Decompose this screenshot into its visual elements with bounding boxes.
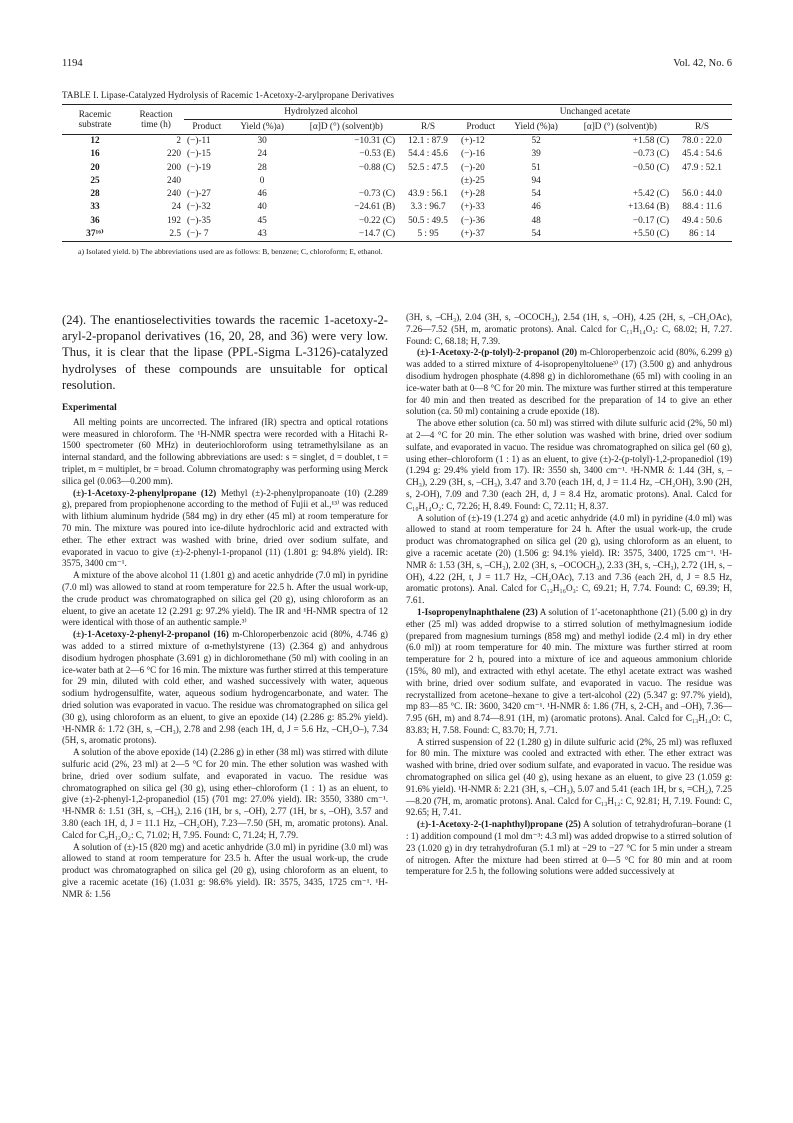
table-cell xyxy=(672,175,732,188)
table-cell xyxy=(295,175,399,188)
table-cell: 47.9 : 52.1 xyxy=(682,162,722,173)
table-cell: (−)-27 xyxy=(187,189,211,200)
table-cell: −0.53 (E) xyxy=(359,149,396,160)
paragraph xyxy=(406,607,732,737)
table-row xyxy=(62,201,732,214)
table-cell: (−)-35 xyxy=(187,215,211,226)
table-cell: 24 xyxy=(257,149,267,160)
table-cell: +1.58 (C) xyxy=(632,136,670,146)
table-cell: 220 xyxy=(167,149,181,160)
table-cell: 43 xyxy=(257,229,267,240)
paragraph-text: A solution of 1′-acetonaphthone (21) (5.00 g) in dry ether (25 ml) was added dropwise to a stirred solution of methylmagnesium iodide (prepared from magnesium turnings (858 mg) and methyl iodide (2.4 ml) in dry ether (6.0 ml)) at room temperature for 40 min. The mixture was further stirred at room temperature for 2 h, poured into a mixture of ice and aqueous ammonium chloride (15%, 80 ml), and extracted with ethyl acetate. The ethyl acetate extract was washed with brine, dried over sodium sulfate, and evaporated in vacuo. The residue was recrystallized from acetone–hexane to give a tert-alcohol (22) (5.347 g: 97.7% yield), mp 83—85 °C. IR: 3600, 3420 cm⁻¹. ¹H-NMR δ: 1.86 (7H, s, 2-CH₃ and –OH), 7.36—7.95 (6H, m) and 8.74—8.91 (1H, m) (aromatic protons). Anal. Calcd for C₁₃H₁₄O: C, 83.83; H, 7.58. Found: C, 83.70; H, 7.71. xyxy=(406,606,732,735)
table-cell: 54 xyxy=(531,189,541,200)
table-cell: 39 xyxy=(531,149,541,160)
table-cell: 20 xyxy=(90,162,100,173)
table-cell: −0.73 (C) xyxy=(358,189,396,200)
table-row xyxy=(62,162,732,175)
table-cell: (−)-32 xyxy=(187,202,211,213)
table-cell: 86 : 14 xyxy=(689,229,715,240)
table-cell: 240 xyxy=(167,175,181,186)
table-cell: 54.4 : 45.6 xyxy=(408,149,448,160)
table-cell: 33 xyxy=(90,202,100,213)
col-rs: R/S xyxy=(421,122,436,132)
table-cell: 16 xyxy=(90,149,100,160)
table-cell xyxy=(184,175,230,188)
table-cell: −0.88 (C) xyxy=(358,162,396,173)
group-unchanged-acetate: Unchanged acetate xyxy=(458,105,732,120)
table-cell: +5.42 (C) xyxy=(632,189,670,200)
paragraph: (3H, s, –CH₃), 2.04 (3H, s, –OCOCH₃), 2.54 (1H, s, –OH), 4.25 (2H, s, –CH₂OAc), 7.26—7.52 (5H, m, aromatic protons). Anal. Calcd for C₁₁H₁₄O₃: C, 68.02; H, 7.27. Found: C, 68.18; H, 7.39. xyxy=(406,312,732,346)
table-cell: 94 xyxy=(531,175,541,186)
table-cell: (−)-36 xyxy=(460,215,485,226)
compound-heading: (±)-1-Acetoxy-2-(1-naphthyl)propane (25) xyxy=(417,819,581,830)
table-cell: 240 xyxy=(167,189,181,200)
table-cell: 45.4 : 54.6 xyxy=(682,149,722,160)
table-cell: 24 xyxy=(171,202,181,213)
table-cell: −10.31 (C) xyxy=(354,136,396,146)
paragraph: A solution of (±)-15 (820 mg) and acetic anhydride (3.0 ml) in pyridine (3.0 ml) was allowed to stand at room temperature for 23.5 h. After the usual work-up, the crude product was chromatographed on silica gel (20 g), using chloroform as an eluent, to give a racemic acetate (16) (1.031 g: 98.6% yield). IR: 3575, 3435, 1725 cm⁻¹. ¹H-NMR δ: 1.56 xyxy=(62,841,388,899)
paragraph-text: m-Chloroperbenzoic acid (80%, 6.299 g) was added to a stirred mixture of 4-isopropenyltoluene³⁾ (17) (3.500 g) and anhydrous disodium hydrogen phosphate (4.898 g) in dichloromethane (65 ml) with cooling in an ice-water bath at 0—8 °C for 20 min. The mixture was further stirred at this temperature for 40 min and then treated as described for the preparation of 14 to give an ether solution (ca. 50 ml) containing a crude epoxide (18). xyxy=(406,347,733,417)
table-cell: 43.9 : 56.1 xyxy=(408,189,448,200)
compound-heading: (±)-1-Acetoxy-2-phenylpropane (12) xyxy=(73,487,217,498)
left-column xyxy=(62,312,388,900)
table-cell: 48 xyxy=(531,215,541,226)
table-cell: (+)-33 xyxy=(460,202,485,213)
section-heading: Experimental xyxy=(62,403,117,414)
table-cell xyxy=(569,175,673,188)
paragraph: All melting points are uncorrected. The infrared (IR) spectra and optical rotations were measured in chloroform. The ¹H-NMR spectra were recorded with a Hitachi R-1500 spectrometer (60 MHz) in deuteriochloroform using tetramethylsilane as an internal standard, and the following abbreviations are used: s = singlet, d = doublet, t = triplet, m = multiplet, br = broad. Column chromatography was performing using Merck silica gel (0.063—0.200 mm). xyxy=(62,416,388,486)
table-cell: 12 xyxy=(90,136,100,146)
paragraph xyxy=(406,819,732,878)
page xyxy=(62,58,732,256)
table-cell: −14.7 (C) xyxy=(358,229,396,240)
table-cell: 51 xyxy=(531,162,541,173)
table-cell: 50.5 : 49.5 xyxy=(408,215,448,226)
table-cell: 52 xyxy=(531,136,541,146)
paragraph xyxy=(62,629,388,747)
lead-paragraph: (24). The enantioselectivities towards the racemic 1-acetoxy-2-aryl-2-propanol derivatives (16, 20, 28, and 36) were very low. Thus, it is clear that the lipase (PPL-Sigma L-3126)-catalyzed hydrolyses of these compounds are unsuitable for optical resolution. xyxy=(62,313,388,392)
table-cell: (−)-20 xyxy=(460,162,485,173)
table-cell: 192 xyxy=(167,215,181,226)
table-cell: 2 xyxy=(176,136,181,146)
table-row xyxy=(62,188,732,201)
table-cell: 3.3 : 96.7 xyxy=(410,202,446,213)
table-cell: (±)-25 xyxy=(460,175,485,186)
col-yield: Yield (%)a) xyxy=(240,122,284,132)
table-cell: +5.50 (C) xyxy=(632,229,670,240)
group-hydrolyzed-alcohol: Hydrolyzed alcohol xyxy=(184,105,458,120)
col-product: Product xyxy=(192,122,222,132)
paragraph: A stirred suspension of 22 (1.280 g) in dilute sulfuric acid (2%, 25 ml) was refluxed for 80 min. The mixture was cooled and extracted with ether. The ether extract was washed with brine, dried over sodium sulfate, and evaporated in vacuo. The residue was chromatographed on silica gel (40 g), using hexane as an eluent, to give 23 (1.059 g: 91.6% yield). ¹H-NMR δ: 2.21 (3H, s, –CH₃), 5.07 and 5.41 (each 1H, br s, =CH₂), 7.25—8.20 (7H, m, aromatic protons). Anal. Calcd for C₁₃H₁₂: C, 92.81; H, 7.19. Found: C, 92.65; H, 7.41. xyxy=(406,736,732,818)
table-cell: −0.73 (C) xyxy=(632,149,670,160)
table-cell: 36 xyxy=(90,215,100,226)
table-body xyxy=(62,135,732,242)
table-cell: 200 xyxy=(167,162,181,173)
table-cell: 46 xyxy=(257,189,267,200)
paragraph-text: A solution of tetrahydrofuran–borane (1 : 1) addition compound (1 mol dm⁻³: 4.3 ml) was added dropwise to a stirred solution of 23 (1.020 g) in dry tetrahydrofuran (5.1 ml) at −29 to −27 °C for 5 min under a stream of nitrogen. After the mixture had been stirred at 0—5 °C for 80 min and at room temperature for 2.5 h, the following solutions were added successively at xyxy=(406,819,732,877)
table-cell: 54 xyxy=(531,229,541,240)
table-cell: 37¹⁶⁾ xyxy=(86,229,104,240)
table-cell: 49.4 : 50.6 xyxy=(682,215,722,226)
results-table xyxy=(62,104,732,242)
table-cell: −24.61 (B) xyxy=(354,202,396,213)
col-racemic-substrate: Racemic substrate xyxy=(78,109,112,130)
table-cell: 45 xyxy=(257,215,267,226)
table-row xyxy=(62,228,732,242)
col-product: Product xyxy=(466,122,496,132)
col-yield: Yield (%)a) xyxy=(514,122,558,132)
col-rotation: [α]D (°) (solvent)b) xyxy=(583,122,657,132)
table-cell: (−)-19 xyxy=(187,162,211,173)
table-cell: (+)-28 xyxy=(460,189,485,200)
table-cell: 30 xyxy=(257,136,267,146)
running-header xyxy=(62,58,732,76)
table-cell: 2.5 xyxy=(169,229,181,240)
table-caption: TABLE I. Lipase-Catalyzed Hydrolysis of Racemic 1-Acetoxy-2-arylpropane Derivatives xyxy=(62,90,394,100)
table-cell: 56.0 : 44.0 xyxy=(682,189,722,200)
table-cell: 28 xyxy=(257,162,267,173)
col-rs: R/S xyxy=(695,122,710,132)
table-cell: +13.64 (B) xyxy=(628,202,670,213)
table-cell: 28 xyxy=(90,189,100,200)
table-cell: 25 xyxy=(90,175,100,186)
table-cell: 40 xyxy=(257,202,267,213)
compound-heading: (±)-1-Acetoxy-2-phenyl-2-propanol (16) xyxy=(73,629,229,640)
table-cell: −0.17 (C) xyxy=(632,215,670,226)
table-cell: 5 : 95 xyxy=(417,229,439,240)
table-cell: −0.50 (C) xyxy=(632,162,670,173)
right-column xyxy=(406,312,732,878)
table-row xyxy=(62,215,732,228)
table-cell: 0 xyxy=(259,175,265,186)
table-cell: 88.4 : 11.6 xyxy=(682,202,722,213)
table-cell: 12.1 : 87.9 xyxy=(408,136,448,146)
paragraph-text: m-Chloroperbenzoic acid (80%, 4.746 g) was added to a stirred mixture of α-methylstyrene (13) (2.364 g) and anhydrous disodium hydrogen phosphate (3.691 g) in dichloromethane (50 ml) with cooling in an ice-water bath at 2—6 °C for 16 min. The mixture was further stirred at this temperature for 29 min, diluted with cold ether, and washed successively with water, aqueous sodium hydrogensulfite, water, aqueous sodium hydrogencarbonate, and water. The dried solution was evaporated in vacuo. The residue was chromatographed on silica gel (30 g), using chloroform as an eluent, to give an epoxide (14) (2.286 g: 85.2% yield). ¹H-NMR δ: 1.72 (3H, s, –CH₃), 2.78 and 2.98 (each 1H, d, J = 5.6 Hz, –CH₂O–), 7.34 (5H, s, aromatic protons). xyxy=(62,629,388,746)
journal-volume: Vol. 42, No. 6 xyxy=(673,58,732,69)
paragraph xyxy=(62,488,388,571)
table-cell xyxy=(398,175,458,188)
compound-heading: 1-Isopropenylnaphthalene (23) xyxy=(417,606,538,617)
paragraph: A solution of the above epoxide (14) (2.286 g) in ether (38 ml) was stirred with dilute sulfuric acid (2%, 23 ml) at 2—5 °C for 20 min. The ether solution was washed with brine, dried over sodium sulfate, and evaporated in vacuo. The residue was chromatographed on silica gel (30 g), using ether–chloroform (1 : 1) as an eluent, to give (±)-2-phenyl-1,2-propanediol (15) (701 mg: 27.0% yield). IR: 3550, 3380 cm⁻¹. ¹H-NMR δ: 1.51 (3H, s, –CH₃), 2.16 (1H, br s, –OH), 2.77 (1H, br s, –OH), 3.57 and 3.80 (each 1H, d, J = 11.1 Hz, –CH₂OH), 7.23—7.50 (5H, m, aromatic protons). Anal. Calcd for C₉H₁₂O₂: C, 71.02; H, 7.95. Found: C, 71.24; H, 7.79. xyxy=(62,747,388,840)
table-footnote: a) Isolated yield. b) The abbreviations used are as follows: B, benzene; C, chloroform; E, ethanol. xyxy=(78,247,383,257)
col-reaction-time: Reaction time (h) xyxy=(139,109,173,130)
table-cell: (+)-37 xyxy=(460,229,485,240)
table-row xyxy=(62,135,732,149)
table-cell: (−)- 7 xyxy=(187,229,209,240)
col-rotation: [α]D (°) (solvent)b) xyxy=(309,122,383,132)
paragraph: A mixture of the above alcohol 11 (1.801 g) and acetic anhydride (7.0 ml) in pyridine (7.0 ml) was allowed to stand at room temperature for 22.5 h. After the usual work-up, the crude product was chromatographed on silica gel (20 g), using chloroform as an eluent, to give an acetate 12 (2.291 g: 97.2% yield). The IR and ¹H-NMR spectra of 12 were identical with those of an authentic sample.³⁾ xyxy=(62,570,388,628)
page-number: 1194 xyxy=(62,58,83,69)
table-cell: 46 xyxy=(531,202,541,213)
table-cell: 78.0 : 22.0 xyxy=(682,136,722,146)
table-cell: −0.22 (C) xyxy=(358,215,396,226)
table-cell: (−)-15 xyxy=(187,149,211,160)
table-cell: (+)-12 xyxy=(460,136,485,146)
paragraph xyxy=(406,347,732,418)
table-cell: (−)-11 xyxy=(187,136,211,146)
compound-heading: (±)-1-Acetoxy-2-(p-tolyl)-2-propanol (20) xyxy=(417,347,578,358)
table-cell: (−)-16 xyxy=(460,149,485,160)
paragraph-text: Methyl (±)-2-phenylpropanoate (10) (2.289 g), prepared from propiophenone according to the method of Fujii et al.,¹³⁾ was reduced with lithium aluminum hydride (584 mg) in dry ether (45 ml) at room temperature for 70 min. The mixture was poured into ice-dilute hydrochloric acid and extracted with ether. The ether extract was washed with brine, dried over sodium sulfate, and evaporated in vacuo to give (±)-2-phenyl-1-propanol (11) (1.801 g: 94.8% yield). IR: 3575, 3400 cm⁻¹. xyxy=(62,487,388,569)
table-row xyxy=(62,175,732,188)
paragraph: The above ether solution (ca. 50 ml) was stirred with dilute sulfuric acid (2%, 50 ml) at 2—4 °C for 20 min. The ether solution was washed with brine, dried over sodium sulfate, and evaporated in vacuo. The residue was chromatographed on silica gel (60 g), using ether–chloroform (1 : 1) as an eluent, to give (±)-2-(p-tolyl)-1,2-propanediol (19) (1.294 g: 29.4% yield from 17). IR: 3550 sh, 3400 cm⁻¹. ¹H-NMR δ: 1.44 (3H, s, –CH₃), 2.29 (3H, s, –CH₃), 3.47 and 3.70 (each 1H, d, J = 11.4 Hz, –CH₂OH), 3.90 (2H, s, 2-OH), 7.09 and 7.30 (each 2H, d, J = 8.4 Hz, aromatic protons). Anal. Calcd for C₁₀H₁₄O₂: C, 72.26; H, 8.49. Found: C, 72.11; H, 8.37. xyxy=(406,418,732,511)
table-row xyxy=(62,148,732,161)
table-cell: 52.5 : 47.5 xyxy=(408,162,448,173)
paragraph: A solution of (±)-19 (1.274 g) and acetic anhydride (4.0 ml) in pyridine (4.0 ml) was allowed to stand at room temperature for 24 h. After the usual work-up, the crude product was chromatographed on silica gel (20 g), using chloroform as an eluent, to give a racemic acetate (20) (1.506 g: 94.1% yield). IR: 3575, 3400, 1725 cm⁻¹. ¹H-NMR δ: 1.53 (3H, s, –CH₃), 2.02 (3H, s, –OCOCH₃), 2.33 (3H, s, –CH₃), 2.72 (1H, s, –OH), 4.22 (2H, t, J = 11.7 Hz, –CH₂OAc), 7.13 and 7.36 (each 2H, d, J = 8.5 Hz, aromatic protons). Anal. Calcd for C₁₂H₁₆O₃: C, 69.21; H, 7.74. Found: C, 69.39; H, 7.61. xyxy=(406,512,732,606)
